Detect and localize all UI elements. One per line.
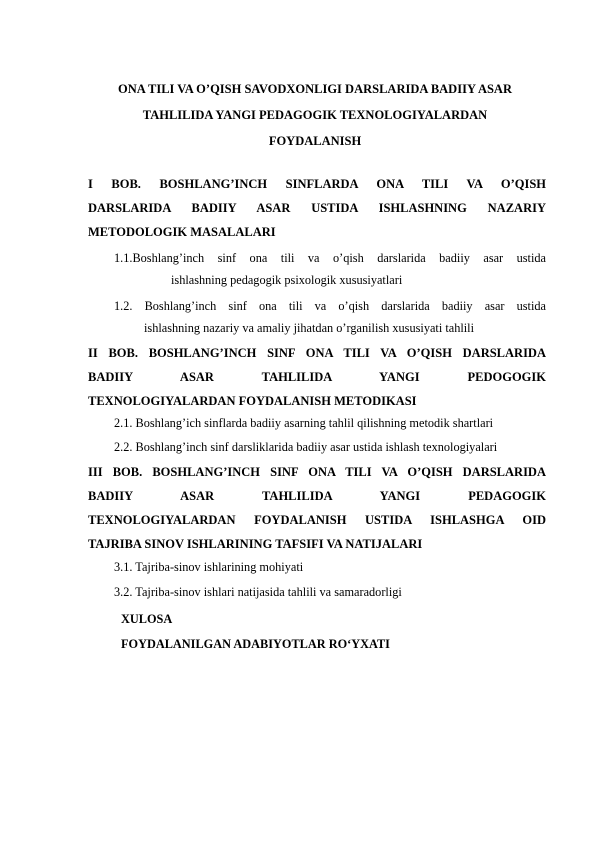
section-1-2-line-1: 1.2. Boshlang’inch sinf ona tili va o’qish darslarida badiiy asar ustida — [114, 299, 546, 313]
section-1-2-line-2: ishlashning nazariy va amaliy jihatdan o’rganilish xususiyati tahlili — [144, 321, 475, 335]
chapter-1-line-3: METODOLOGIK MASALALARI — [88, 225, 276, 239]
chapter-2-line-3: TEXNOLOGIYALARDAN FOYDALANISH METODIKASI — [88, 394, 417, 408]
section-2-2: 2.2. Boshlang’inch sinf darsliklarida badiiy asar ustida ishlash texnologiyalari — [114, 440, 498, 454]
section-3-2: 3.2. Tajriba-sinov ishlari natijasida tahlili va samaradorligi — [114, 585, 402, 599]
section-1-1-line-1: 1.1.Boshlang’inch sinf ona tili va o’qish darslarida badiiy asar ustida — [114, 251, 546, 265]
chapter-1-line-1: I BOB. BOSHLANG’INCH SINFLARDA ONA TILI VA O’QISH — [88, 177, 546, 191]
title-line-3: FOYDALANISH — [268, 134, 362, 148]
conclusion-heading: XULOSA — [121, 612, 173, 626]
references-heading: FOYDALANILGAN ADABIYOTLAR RO‘YXATI — [121, 637, 390, 651]
chapter-1-line-2: DARSLARIDA BADIIY ASAR USTIDA ISHLASHNING NAZARIY — [88, 201, 546, 215]
section-1-1-line-2: ishlashning pedagogik psixologik xususiyatlari — [171, 273, 403, 287]
chapter-3-heading — [88, 460, 546, 556]
title-line-2: TAHLILIDA YANGI PEDAGOGIK TEXNOLOGIYALARDAN — [142, 108, 488, 122]
document-title — [85, 76, 545, 154]
chapter-2-line-1: II BOB. BOSHLANG’INCH SINF ONA TILI VA O’QISH DARSLARIDA — [88, 346, 546, 360]
chapter-3-line-3: TEXNOLOGIYALARDAN FOYDALANISH USTIDA ISHLASHGA OID — [88, 513, 546, 527]
chapter-3-line-2: BADIIY ASAR TAHLILIDA YANGI PEDAGOGIK — [88, 489, 546, 503]
section-3-1: 3.1. Tajriba-sinov ishlarining mohiyati — [114, 560, 304, 574]
chapter-1-heading — [88, 172, 546, 244]
chapter-2-line-2: BADIIY ASAR TAHLILIDA YANGI PEDOGOGIK — [88, 370, 546, 384]
chapter-2-heading — [88, 341, 546, 413]
title-line-1: ONA TILI VA O’QISH SAVODXONLIGI DARSLARIDA BADIIY ASAR — [118, 82, 512, 96]
chapter-3-line-4: TAJRIBA SINOV ISHLARINING TAFSIFI VA NATIJALARI — [88, 537, 423, 551]
section-2-1: 2.1. Boshlang’ich sinflarda badiiy asarning tahlil qilishning metodik shartlari — [114, 416, 494, 430]
chapter-3-line-1: III BOB. BOSHLANG’INCH SINF ONA TILI VA O’QISH DARSLARIDA — [88, 465, 546, 479]
